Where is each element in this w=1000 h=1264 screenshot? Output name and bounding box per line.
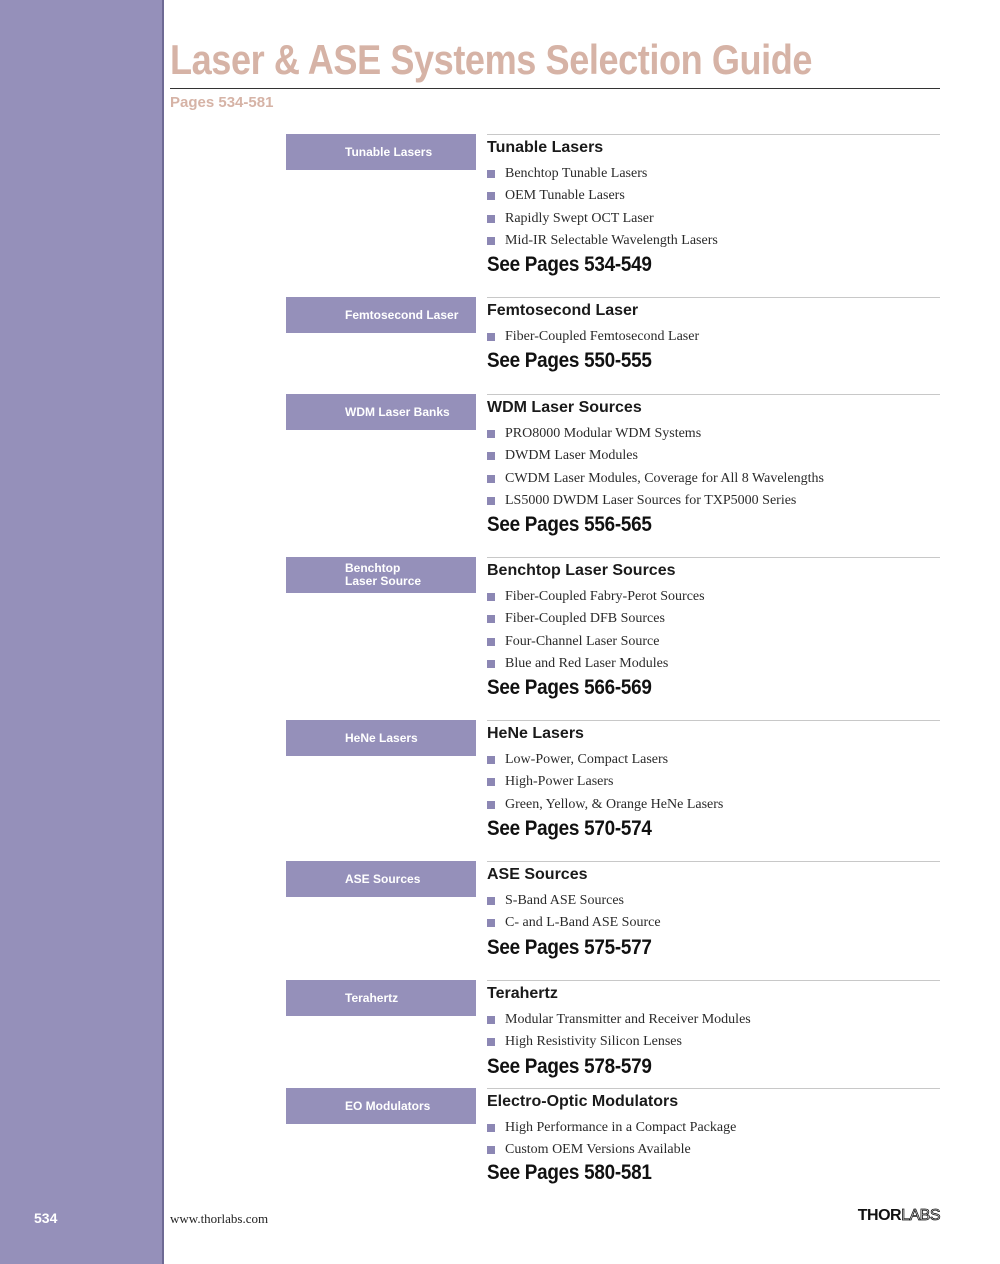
logo-thor: THOR [857,1207,902,1224]
list-item [487,1009,751,1031]
section-heading: HeNe Lasers [487,725,584,742]
footer-url[interactable]: www.thorlabs.com [170,1211,269,1226]
product-list [487,326,699,348]
section-heading: Electro-Optic Modulators [487,1093,679,1110]
list-item [487,468,824,490]
list-item [487,423,824,445]
square-bullet-icon [487,1146,495,1154]
title-divider [170,88,940,89]
list-item-label: Rapidly Swept OCT Laser [505,210,654,226]
list-item [487,326,699,348]
section-heading: Femtosecond Laser [487,302,639,319]
list-item [487,445,824,467]
category-tab[interactable]: Femtosecond Laser [286,297,476,333]
list-item-label: Benchtop Tunable Lasers [505,166,648,182]
list-item [487,653,705,675]
list-item-label: Green, Yellow, & Orange HeNe Lasers [505,796,724,812]
product-list [487,163,718,252]
category-tab[interactable]: EO Modulators [286,1088,476,1124]
thorlabs-logo [858,1207,940,1225]
category-tab[interactable]: WDM Laser Banks [286,394,476,430]
list-item [487,1117,736,1139]
list-item-label: Fiber-Coupled DFB Sources [505,611,665,627]
list-item-label: S-Band ASE Sources [505,893,624,909]
square-bullet-icon [487,497,495,505]
category-tab[interactable]: Tunable Lasers [286,134,476,170]
category-tab[interactable]: HeNe Lasers [286,720,476,756]
product-list [487,749,723,816]
section-divider [487,1088,940,1089]
page-range-subtitle: Pages 534-581 [170,94,274,111]
list-item-label: High Performance in a Compact Package [505,1120,737,1136]
product-list [487,1009,751,1054]
section-divider [487,980,940,981]
see-pages-link[interactable]: See Pages 534-549 [487,253,652,276]
list-item [487,749,723,771]
list-item-label: Modular Transmitter and Receiver Modules [505,1012,751,1028]
list-item-label: C- and L-Band ASE Source [505,915,661,931]
list-item [487,771,723,793]
list-item-label: Four-Channel Laser Source [505,633,660,649]
section-divider [487,861,940,862]
square-bullet-icon [487,756,495,764]
list-item-label: Fiber-Coupled Femtosecond Laser [505,329,700,345]
square-bullet-icon [487,237,495,245]
see-pages-link[interactable]: See Pages 578-579 [487,1055,652,1078]
list-item [487,631,705,653]
list-item [487,586,705,608]
list-item-label: LS5000 DWDM Laser Sources for TXP5000 Series [505,493,797,509]
list-item [487,185,718,207]
square-bullet-icon [487,452,495,460]
list-item [487,890,661,912]
section-divider [487,557,940,558]
list-item-label: Low-Power, Compact Lasers [505,752,669,768]
product-list [487,890,661,935]
section-heading: Tunable Lasers [487,139,604,156]
list-item [487,1139,736,1161]
square-bullet-icon [487,919,495,927]
see-pages-link[interactable]: See Pages 570-574 [487,817,652,840]
list-item-label: High Resistivity Silicon Lenses [505,1034,682,1050]
square-bullet-icon [487,1124,495,1132]
section-divider [487,394,940,395]
section-heading: Benchtop Laser Sources [487,562,676,579]
square-bullet-icon [487,170,495,178]
list-item-label: Mid-IR Selectable Wavelength Lasers [505,233,718,249]
square-bullet-icon [487,801,495,809]
product-list [487,423,824,512]
see-pages-link[interactable]: See Pages 580-581 [487,1161,652,1184]
list-item-label: DWDM Laser Modules [505,448,638,464]
square-bullet-icon [487,615,495,623]
square-bullet-icon [487,333,495,341]
square-bullet-icon [487,778,495,786]
square-bullet-icon [487,192,495,200]
see-pages-link[interactable]: See Pages 566-569 [487,676,652,699]
square-bullet-icon [487,430,495,438]
list-item [487,608,705,630]
see-pages-link[interactable]: See Pages 550-555 [487,349,652,372]
see-pages-link[interactable]: See Pages 556-565 [487,513,652,536]
list-item-label: Fiber-Coupled Fabry-Perot Sources [505,589,705,605]
logo-labs: LABS [901,1207,940,1224]
list-item [487,912,661,934]
section-heading: Terahertz [487,985,558,1002]
square-bullet-icon [487,215,495,223]
page-title: Laser & ASE Systems Selection Guide [170,36,813,83]
square-bullet-icon [487,660,495,668]
list-item [487,208,718,230]
list-item-label: Blue and Red Laser Modules [505,656,669,672]
product-list [487,1117,736,1162]
square-bullet-icon [487,593,495,601]
category-tab[interactable]: Benchtop Laser Source [286,557,476,593]
list-item [487,163,718,185]
product-list [487,586,705,675]
list-item-label: CWDM Laser Modules, Coverage for All 8 Wavelengths [505,470,824,486]
list-item-label: OEM Tunable Lasers [505,188,625,204]
see-pages-link[interactable]: See Pages 575-577 [487,936,652,959]
square-bullet-icon [487,1038,495,1046]
square-bullet-icon [487,897,495,905]
section-divider [487,720,940,721]
list-item [487,794,723,816]
list-item-label: High-Power Lasers [505,774,614,790]
square-bullet-icon [487,638,495,646]
section-heading: WDM Laser Sources [487,399,642,416]
page-number: 534 [34,1210,58,1226]
square-bullet-icon [487,475,495,483]
section-heading: ASE Sources [487,866,588,883]
sidebar [0,0,164,1264]
list-item [487,1031,751,1053]
section-divider [487,134,940,135]
list-item [487,490,824,512]
list-item-label: PRO8000 Modular WDM Systems [505,426,702,442]
section-divider [487,297,940,298]
category-tab[interactable]: Terahertz [286,980,476,1016]
list-item [487,230,718,252]
square-bullet-icon [487,1016,495,1024]
category-tab[interactable]: ASE Sources [286,861,476,897]
list-item-label: Custom OEM Versions Available [505,1142,691,1158]
